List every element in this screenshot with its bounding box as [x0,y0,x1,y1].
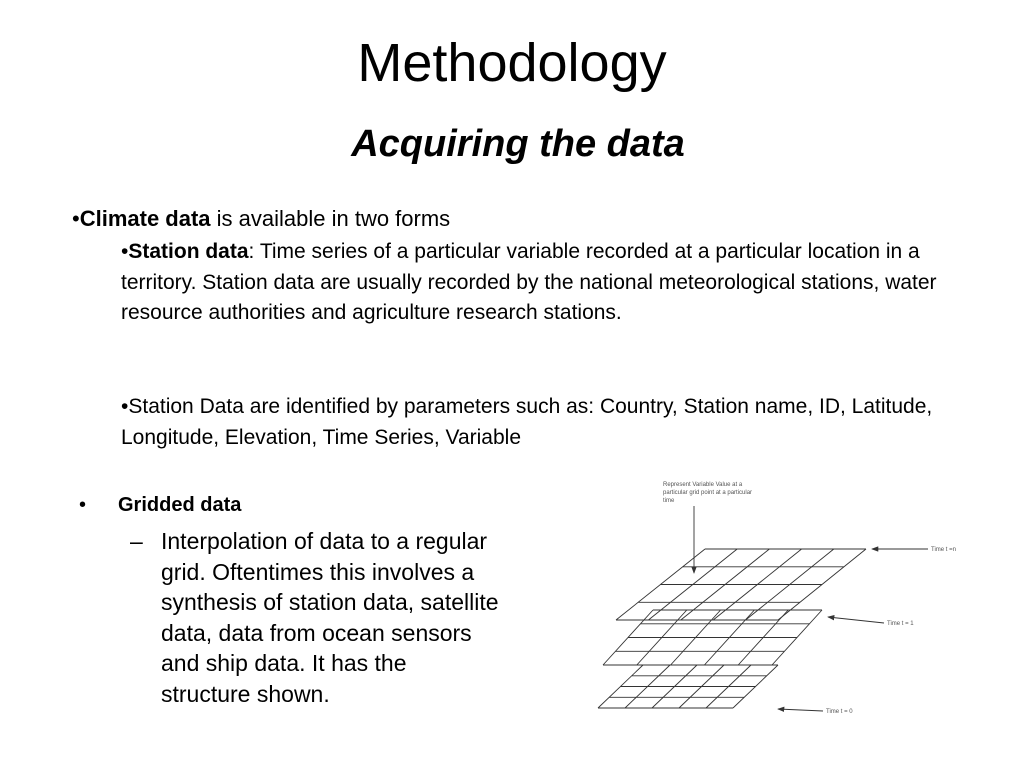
gridded-data-description [130,526,502,709]
climate-data-label: Climate data [79,206,211,231]
bullet-symbol: • [79,494,87,516]
climate-data-bullet [72,204,450,234]
station-data-bullet [121,237,971,329]
gridded-data-label: Gridded data [118,494,242,516]
time-1-label: Time t = 1 [887,621,914,627]
callout-text-line1: Represent Variable Value at a [663,482,743,488]
callout-text-line3: time [663,498,675,504]
gridded-data-text: Interpolation of data to a regular grid. Oftentimes this involves a synthesis of station data, satellite data, data from ocean sensors and ship data. It has the structure shown. [161,528,499,707]
time-0-arrow [778,709,823,711]
station-data-text: : Time series of a particular variable recorded at a particular location in a territory. Station data are usually recorded by the national meteorological stations, water resource authorities and agriculture research stations. [121,240,937,324]
callout-text-line2: particular grid point at a particular [663,490,753,496]
climate-data-text: is available in two forms [210,206,451,231]
bullet-symbol: • [72,206,80,231]
grid-layers-diagram [590,470,970,730]
gridded-data-bullet [79,490,241,520]
time-1-arrow [828,617,884,623]
time-n-label: Time t =n [931,547,956,553]
bullet-symbol: • [121,240,129,263]
slide-subtitle: Acquiring the data [351,123,685,165]
station-data-label: Station data [128,240,249,263]
time-0-label: Time t = 0 [826,709,853,715]
station-params-bullet: •Station Data are identified by parameters such as: Country, Station name, ID, Latitude, Longitude, Elevation, Time Series, Variable [121,395,933,449]
slide-title: Methodology [357,33,667,93]
dash-symbol: – [130,528,143,554]
